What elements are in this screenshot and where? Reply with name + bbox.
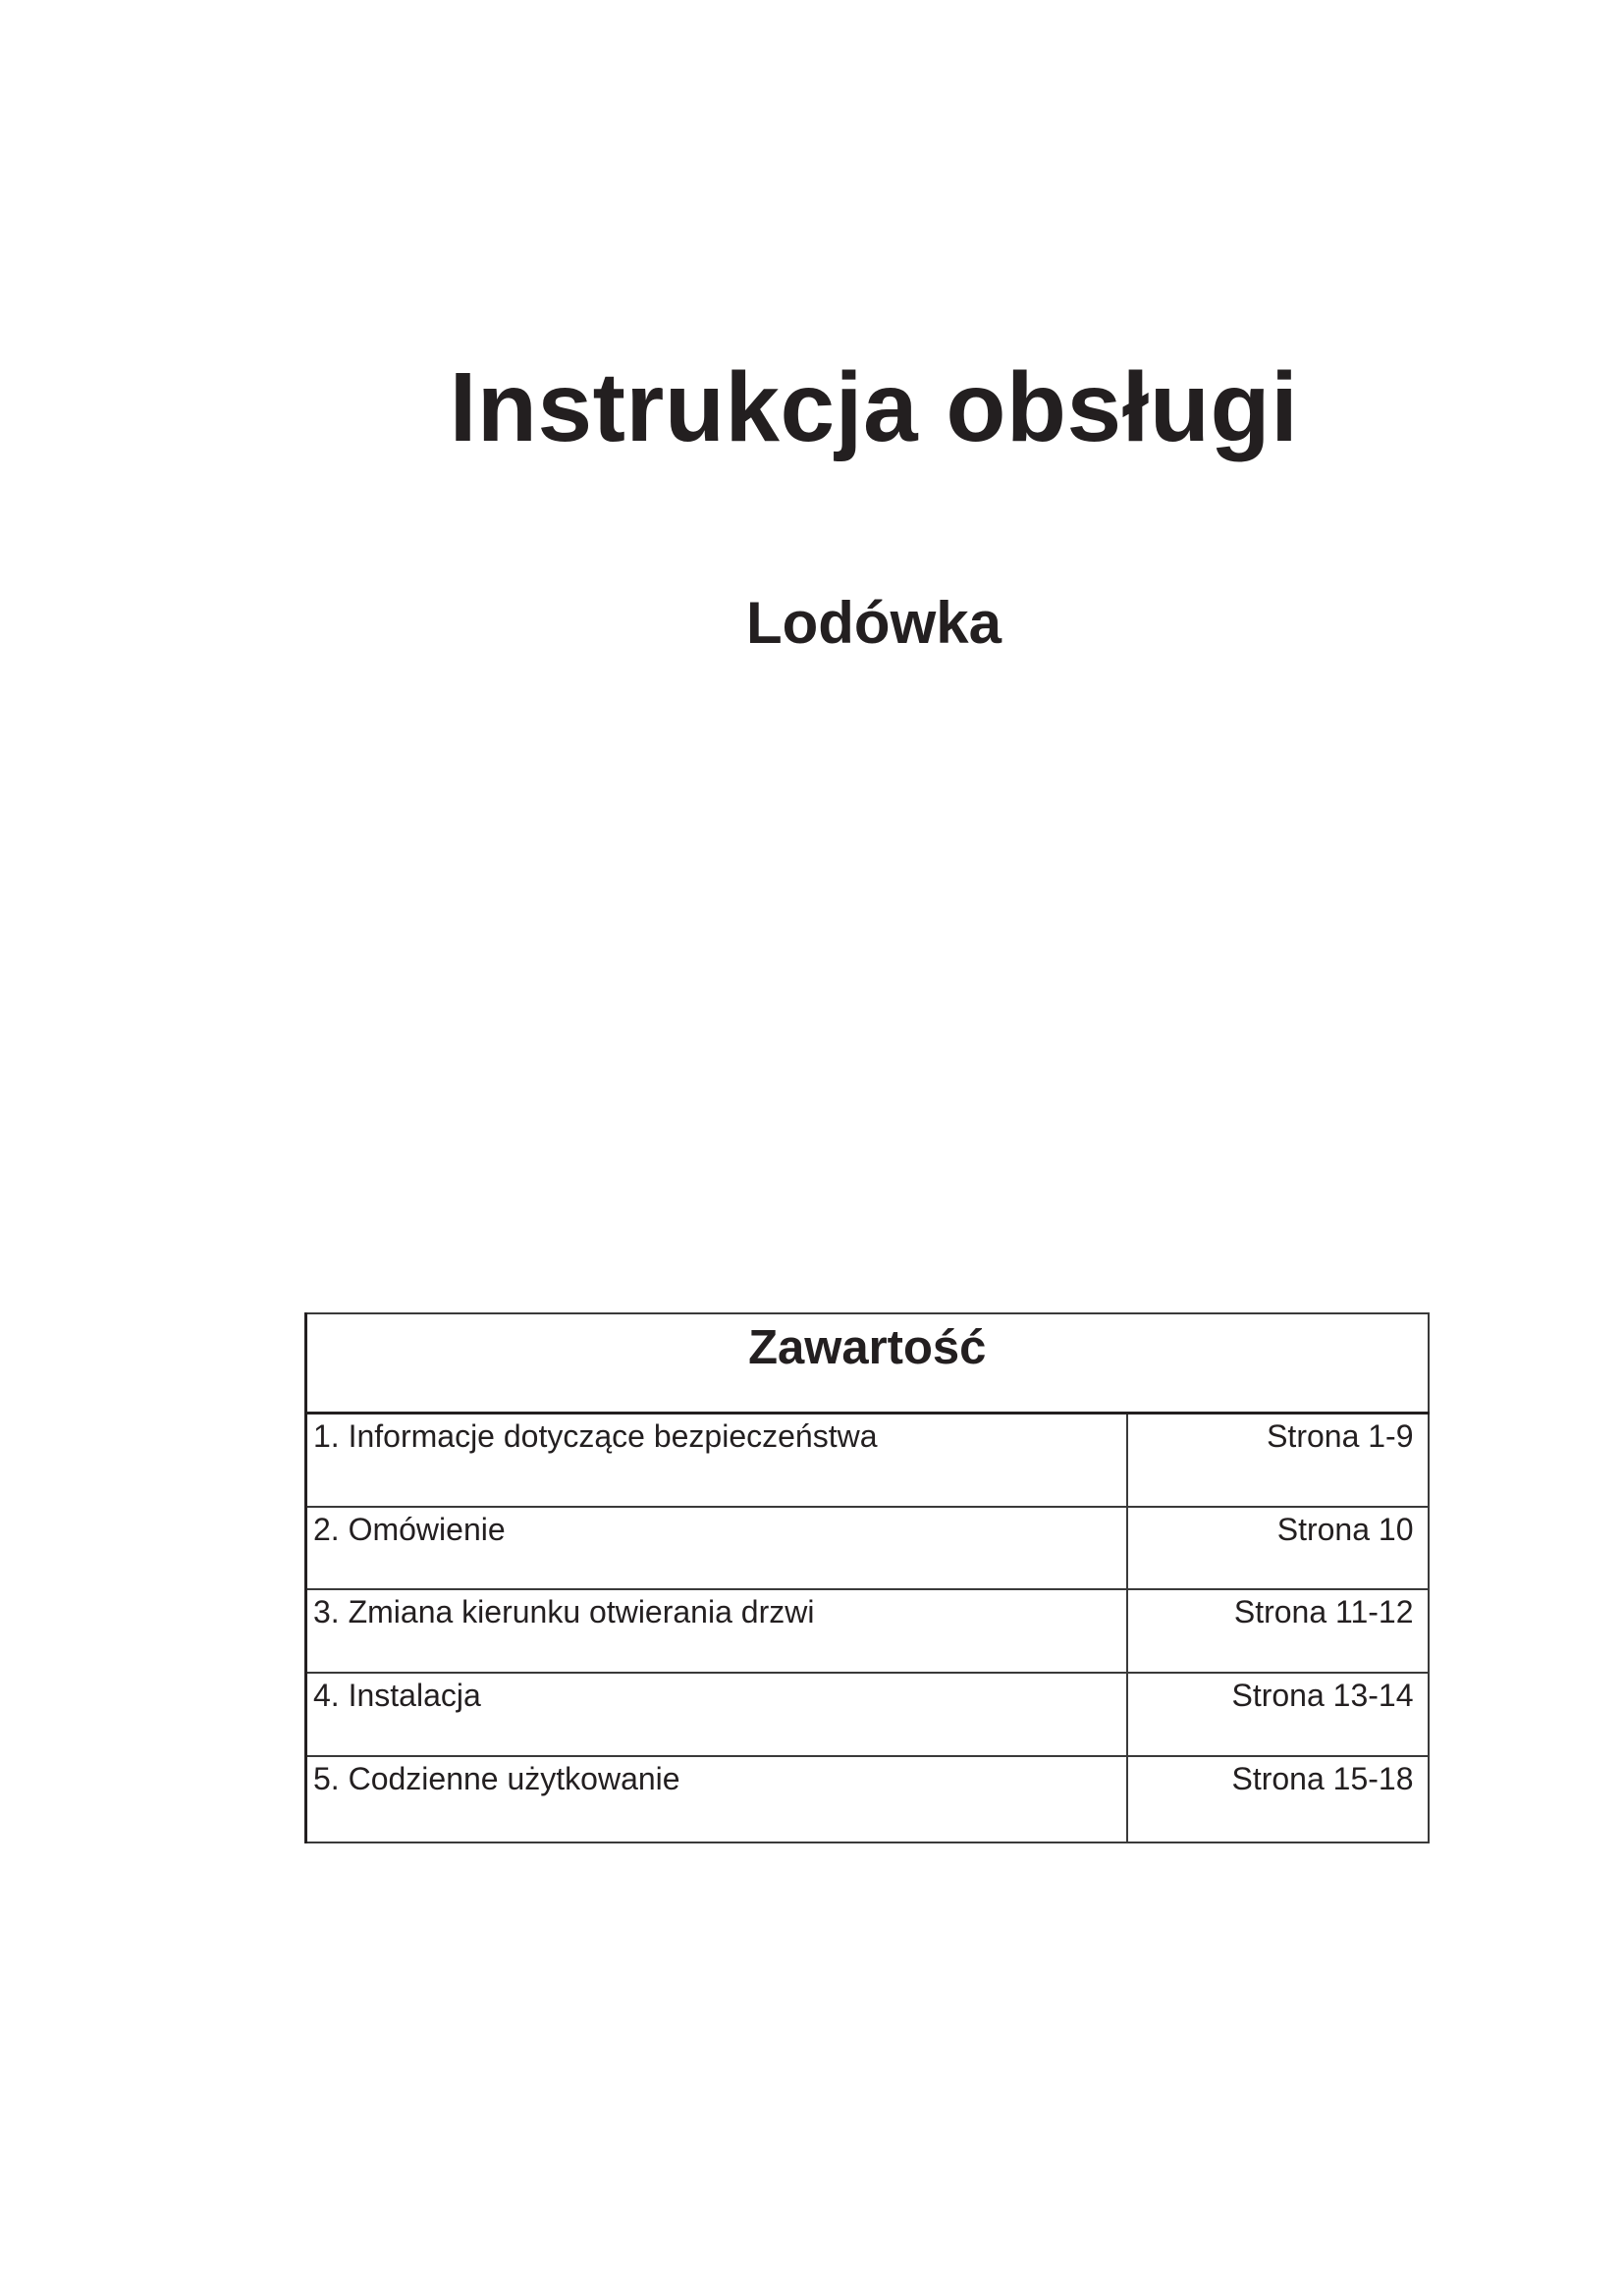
toc-entry-page: Strona 10 xyxy=(1127,1507,1429,1589)
document-subtitle: Lodówka xyxy=(745,590,1001,656)
toc-heading: Zawartość xyxy=(306,1313,1429,1414)
toc-row xyxy=(306,1507,1429,1589)
toc-row xyxy=(306,1673,1429,1756)
toc-entry-label: 4. Instalacja xyxy=(306,1673,1127,1756)
toc-entry-page: Strona 1-9 xyxy=(1127,1414,1429,1508)
toc-entry-label: 3. Zmiana kierunku otwierania drzwi xyxy=(306,1589,1127,1673)
toc-entry-label: 2. Omówienie xyxy=(306,1507,1127,1589)
toc-entry-label: 1. Informacje dotyczące bezpieczeństwa xyxy=(306,1414,1127,1508)
toc-row xyxy=(306,1414,1429,1508)
toc-header-row xyxy=(306,1313,1429,1414)
toc-row xyxy=(306,1756,1429,1842)
document-title: Instrukcja obsługi xyxy=(449,352,1299,462)
table-of-contents xyxy=(304,1312,1430,1843)
toc-entry-page: Strona 15-18 xyxy=(1127,1756,1429,1842)
toc-entry-page: Strona 11-12 xyxy=(1127,1589,1429,1673)
toc-entry-page: Strona 13-14 xyxy=(1127,1673,1429,1756)
toc-entry-label: 5. Codzienne użytkowanie xyxy=(306,1756,1127,1842)
toc-row xyxy=(306,1589,1429,1673)
